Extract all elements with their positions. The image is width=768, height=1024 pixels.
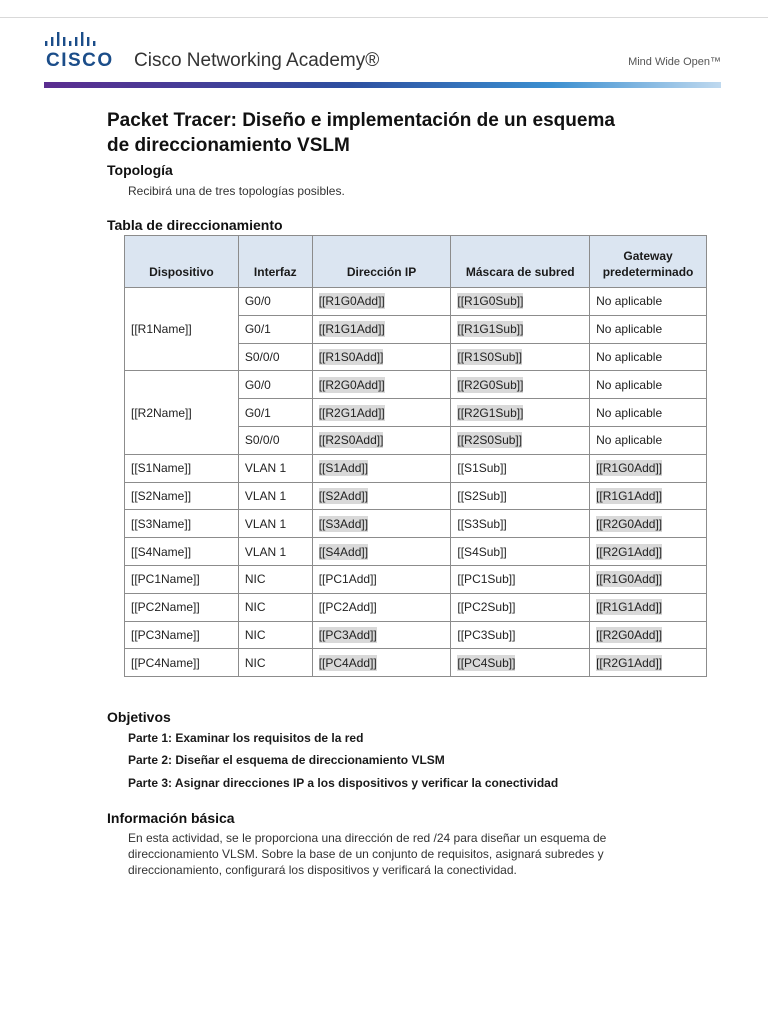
cell-mask bbox=[451, 315, 590, 343]
addressing-table bbox=[124, 235, 707, 677]
objective-item: Parte 2: Diseñar el esquema de direccionamiento VLSM bbox=[128, 753, 445, 767]
cell-gateway bbox=[590, 649, 707, 677]
cell-mask bbox=[451, 288, 590, 316]
cell-interface: NIC bbox=[238, 621, 312, 649]
placeholder-field: [[R1G1Add]] bbox=[318, 322, 385, 337]
cell-gateway bbox=[590, 565, 707, 593]
cell-device: [[S3Name]] bbox=[125, 510, 239, 538]
table-row bbox=[125, 593, 707, 621]
placeholder-field: [[R2G0Add]] bbox=[318, 377, 385, 392]
placeholder-field: [[PC2Sub]] bbox=[457, 600, 516, 615]
placeholder-field: [[S4Add]] bbox=[318, 544, 369, 559]
placeholder-field: [[R2G1Add]] bbox=[596, 655, 663, 670]
cell-ip bbox=[312, 510, 451, 538]
cell-mask bbox=[451, 454, 590, 482]
table-row bbox=[125, 371, 707, 399]
placeholder-field: [[R1G1Add]] bbox=[596, 600, 663, 615]
cell-device: [[PC3Name]] bbox=[125, 621, 239, 649]
cell-interface: VLAN 1 bbox=[238, 482, 312, 510]
placeholder-field: [[R1G1Sub]] bbox=[457, 322, 524, 337]
cell-gateway bbox=[590, 482, 707, 510]
cell-gateway: No aplicable bbox=[590, 426, 707, 454]
cell-interface: G0/0 bbox=[238, 371, 312, 399]
table-row bbox=[125, 649, 707, 677]
academy-name: Cisco Networking Academy® bbox=[134, 50, 380, 71]
cell-mask bbox=[451, 399, 590, 427]
cell-gateway bbox=[590, 621, 707, 649]
placeholder-field: [[PC2Add]] bbox=[318, 600, 377, 615]
placeholder-field: [[R1S0Sub]] bbox=[457, 349, 523, 364]
cell-interface: G0/1 bbox=[238, 315, 312, 343]
cell-ip bbox=[312, 538, 451, 566]
cell-ip bbox=[312, 288, 451, 316]
cell-ip bbox=[312, 426, 451, 454]
placeholder-field: [[R2G0Add]] bbox=[596, 516, 663, 531]
placeholder-field: [[S3Add]] bbox=[318, 516, 369, 531]
col-header-ip: Dirección IP bbox=[312, 236, 451, 288]
cell-interface: NIC bbox=[238, 593, 312, 621]
title-line-2: de direccionamiento VSLM bbox=[107, 135, 350, 156]
topology-heading: Topología bbox=[107, 162, 173, 178]
placeholder-field: [[R1G0Sub]] bbox=[457, 294, 524, 309]
cell-device: [[S2Name]] bbox=[125, 482, 239, 510]
col-header-mask: Máscara de subred bbox=[451, 236, 590, 288]
table-header-row bbox=[125, 236, 707, 288]
placeholder-field: [[R2G1Add]] bbox=[596, 544, 663, 559]
background-line: En esta actividad, se le proporciona una dirección de red /24 para diseñar un esquema de bbox=[128, 831, 607, 845]
table-row bbox=[125, 482, 707, 510]
cell-mask bbox=[451, 371, 590, 399]
placeholder-field: [[R1G0Add]] bbox=[596, 461, 663, 476]
placeholder-field: [[PC3Sub]] bbox=[457, 627, 516, 642]
cell-mask bbox=[451, 649, 590, 677]
placeholder-field: [[S2Sub]] bbox=[457, 488, 507, 503]
cell-interface: VLAN 1 bbox=[238, 510, 312, 538]
table-row bbox=[125, 621, 707, 649]
cell-device: [[R1Name]] bbox=[125, 288, 239, 371]
placeholder-field: [[S1Add]] bbox=[318, 461, 369, 476]
placeholder-field: [[R2G0Sub]] bbox=[457, 377, 524, 392]
placeholder-field: [[PC1Sub]] bbox=[457, 572, 516, 587]
cell-gateway: No aplicable bbox=[590, 315, 707, 343]
cisco-logo-bars-icon bbox=[45, 32, 115, 50]
cell-interface: VLAN 1 bbox=[238, 454, 312, 482]
placeholder-field: [[R2G1Sub]] bbox=[457, 405, 524, 420]
cell-ip bbox=[312, 565, 451, 593]
cell-gateway bbox=[590, 454, 707, 482]
tagline: Mind Wide Open™ bbox=[628, 56, 721, 68]
cell-gateway bbox=[590, 510, 707, 538]
table-row bbox=[125, 510, 707, 538]
placeholder-field: [[R1G0Add]] bbox=[318, 294, 385, 309]
table-heading: Tabla de direccionamiento bbox=[107, 217, 283, 233]
col-header-gateway: Gateway predeterminado bbox=[590, 236, 707, 288]
cell-mask bbox=[451, 593, 590, 621]
placeholder-field: [[R2G1Add]] bbox=[318, 405, 385, 420]
placeholder-field: [[S2Add]] bbox=[318, 488, 369, 503]
cell-gateway bbox=[590, 593, 707, 621]
placeholder-field: [[PC1Add]] bbox=[318, 572, 377, 587]
placeholder-field: [[PC4Sub]] bbox=[457, 655, 516, 670]
cell-mask bbox=[451, 426, 590, 454]
cell-device: [[PC2Name]] bbox=[125, 593, 239, 621]
objectives-heading: Objetivos bbox=[107, 709, 171, 725]
cell-interface: VLAN 1 bbox=[238, 538, 312, 566]
cell-mask bbox=[451, 538, 590, 566]
cell-device: [[PC4Name]] bbox=[125, 649, 239, 677]
cell-mask bbox=[451, 621, 590, 649]
table-row bbox=[125, 565, 707, 593]
table-row bbox=[125, 538, 707, 566]
background-heading: Información básica bbox=[107, 810, 235, 826]
cell-device: [[S1Name]] bbox=[125, 454, 239, 482]
cell-ip bbox=[312, 343, 451, 371]
cell-ip bbox=[312, 315, 451, 343]
cell-gateway: No aplicable bbox=[590, 371, 707, 399]
cell-ip bbox=[312, 621, 451, 649]
table-row bbox=[125, 288, 707, 316]
cisco-logo-word: CISCO bbox=[46, 50, 114, 71]
topology-text: Recibirá una de tres topologías posibles. bbox=[128, 184, 345, 198]
cell-ip bbox=[312, 593, 451, 621]
cell-device: [[S4Name]] bbox=[125, 538, 239, 566]
placeholder-field: [[R2S0Add]] bbox=[318, 433, 384, 448]
background-line: direccionamiento VLSM. Sobre la base de un conjunto de requisitos, asignará subredes y bbox=[128, 847, 604, 861]
cell-interface: NIC bbox=[238, 649, 312, 677]
cell-ip bbox=[312, 399, 451, 427]
placeholder-field: [[S3Sub]] bbox=[457, 516, 507, 531]
placeholder-field: [[R1G0Add]] bbox=[596, 572, 663, 587]
cell-ip bbox=[312, 371, 451, 399]
top-divider bbox=[0, 17, 768, 18]
page-title bbox=[107, 108, 687, 158]
col-header-device: Dispositivo bbox=[125, 236, 239, 288]
page-header bbox=[44, 30, 721, 88]
cell-gateway: No aplicable bbox=[590, 399, 707, 427]
background-line: direccionamiento, configurará los dispositivos y verificará la conectividad. bbox=[128, 863, 517, 877]
cell-interface: G0/0 bbox=[238, 288, 312, 316]
header-gradient-bar bbox=[44, 82, 721, 88]
title-line-1: Packet Tracer: Diseño e implementación de un esquema bbox=[107, 110, 615, 131]
objective-item: Parte 1: Examinar los requisitos de la red bbox=[128, 731, 364, 745]
cell-device: [[PC1Name]] bbox=[125, 565, 239, 593]
cell-ip bbox=[312, 454, 451, 482]
cell-interface: G0/1 bbox=[238, 399, 312, 427]
cell-device: [[R2Name]] bbox=[125, 371, 239, 454]
col-header-interface: Interfaz bbox=[238, 236, 312, 288]
cell-interface: NIC bbox=[238, 565, 312, 593]
cell-mask bbox=[451, 565, 590, 593]
cell-gateway bbox=[590, 538, 707, 566]
cell-gateway: No aplicable bbox=[590, 343, 707, 371]
cell-interface: S0/0/0 bbox=[238, 343, 312, 371]
placeholder-field: [[S4Sub]] bbox=[457, 544, 507, 559]
placeholder-field: [[R1S0Add]] bbox=[318, 349, 384, 364]
cell-gateway: No aplicable bbox=[590, 288, 707, 316]
placeholder-field: [[R2G0Add]] bbox=[596, 627, 663, 642]
cell-mask bbox=[451, 482, 590, 510]
placeholder-field: [[PC4Add]] bbox=[318, 655, 377, 670]
cell-ip bbox=[312, 649, 451, 677]
cell-mask bbox=[451, 343, 590, 371]
placeholder-field: [[PC3Add]] bbox=[318, 627, 377, 642]
table-row bbox=[125, 454, 707, 482]
cell-ip bbox=[312, 482, 451, 510]
cell-interface: S0/0/0 bbox=[238, 426, 312, 454]
placeholder-field: [[S1Sub]] bbox=[457, 461, 507, 476]
background-paragraph bbox=[128, 830, 606, 878]
placeholder-field: [[R2S0Sub]] bbox=[457, 433, 523, 448]
placeholder-field: [[R1G1Add]] bbox=[596, 488, 663, 503]
objective-item: Parte 3: Asignar direcciones IP a los dispositivos y verificar la conectividad bbox=[128, 776, 559, 790]
cell-mask bbox=[451, 510, 590, 538]
